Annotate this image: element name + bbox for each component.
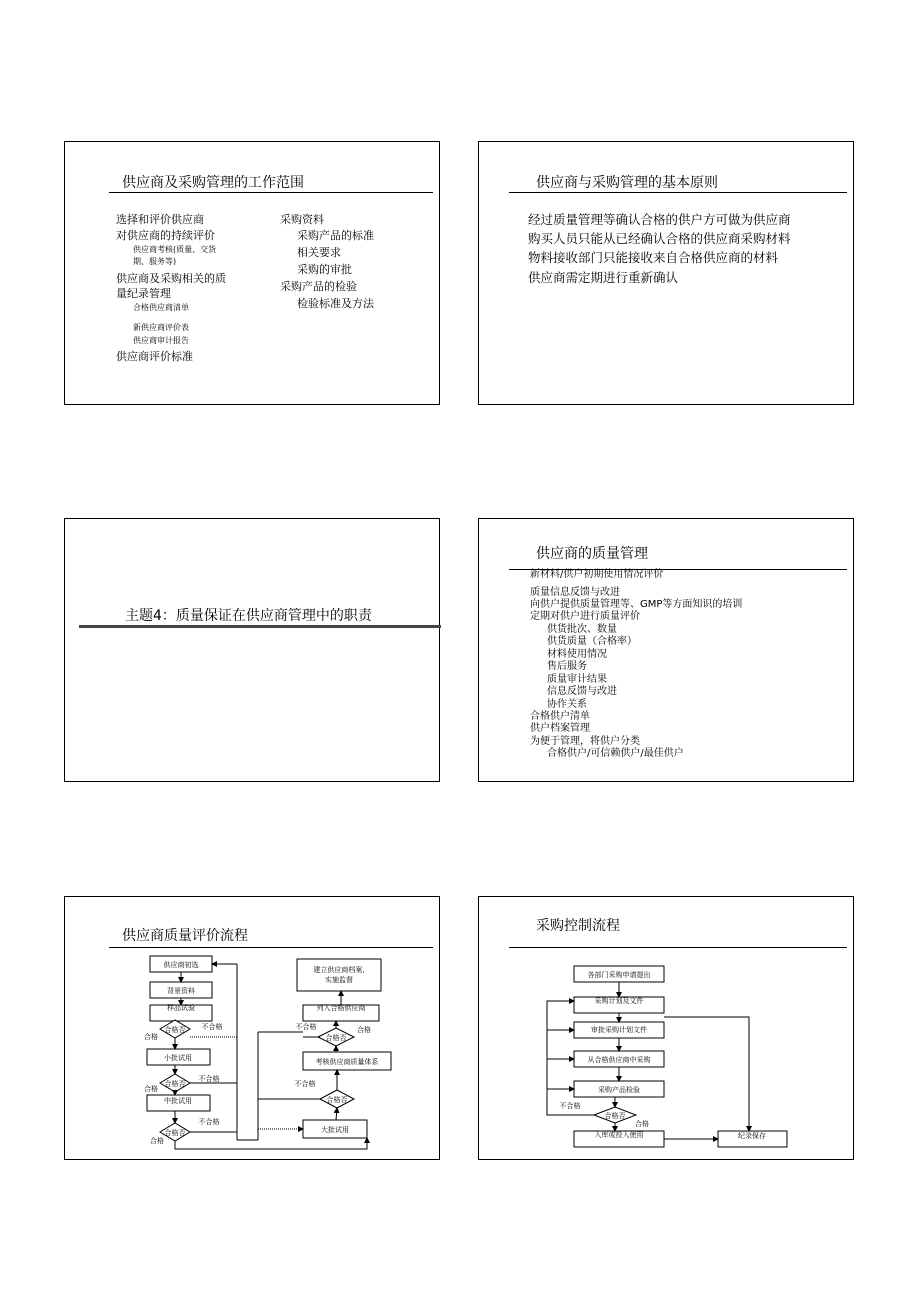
quality-subline: 质量审计结果	[547, 674, 607, 685]
principle-line: 供应商需定期进行重新确认	[528, 270, 679, 285]
label-large-batch: 大批试用	[321, 1126, 349, 1134]
quality-subline: 协作关系	[547, 699, 587, 710]
quality-line: 为便于管理，将供户分类	[530, 736, 640, 747]
scope-item: 供应商评价标准	[116, 350, 193, 363]
label-initial-selection: 供应商初选	[163, 961, 199, 969]
slide-work-scope	[64, 141, 440, 405]
quality-line: 质量信息反馈与改进	[530, 587, 620, 598]
scope-item: 供应商及采购相关的质	[116, 272, 226, 285]
scope-subitem: 供应商审计报告	[133, 336, 189, 345]
label-decision-5: 合格否	[326, 1096, 348, 1104]
label-small-batch: 小批试用	[164, 1054, 192, 1062]
scope-subitem: 供应商考核(质量、交货	[133, 245, 217, 254]
label-medium-batch: 中批试用	[164, 1097, 192, 1105]
box-archive	[297, 959, 381, 991]
label-plan: 采购计划及文件	[594, 997, 644, 1005]
label-pass: 合格	[150, 1137, 164, 1145]
scope-item: 采购资料	[280, 213, 324, 226]
quality-subline: 供货批次、数量	[547, 624, 617, 635]
quality-subline: 供货质量（合格率）	[547, 636, 637, 647]
label-decision-1: 合格否	[164, 1026, 186, 1034]
scope-subitem: 检验标准及方法	[297, 297, 374, 310]
label-inspect: 采购产品检验	[598, 1086, 640, 1094]
purchase-flowchart	[479, 897, 855, 1161]
principle-line: 物料接收部门只能接收来自合格供应商的材料	[528, 250, 779, 265]
label-pass: 合格	[635, 1120, 649, 1128]
scope-item: 对供应商的持续评价	[116, 229, 215, 242]
quality-line: 合格供户清单	[530, 711, 590, 722]
scope-item: 采购产品的检验	[280, 280, 357, 293]
label-fail: 不合格	[294, 1080, 316, 1088]
label-archive-2: 实施监督	[325, 976, 353, 984]
label-decision-4: 合格否	[325, 1034, 347, 1042]
quality-subline: 合格供户/可信赖供户/最佳供户	[547, 748, 684, 759]
slide-title: 供应商及采购管理的工作范围	[122, 175, 304, 191]
scope-subitem: 期、服务等)	[133, 257, 177, 266]
quality-subline: 售后服务	[547, 661, 587, 672]
label-background: 背景资料	[167, 987, 195, 995]
label-decision-2: 合格否	[164, 1080, 186, 1088]
label-store: 入库或投入使用	[594, 1131, 644, 1139]
topic-title: 主题4：质量保证在供应商管理中的职责	[125, 608, 372, 624]
label-fail: 不合格	[295, 1023, 317, 1031]
quality-line: 向供户提供质量管理等、GMP等方面知识的培训	[530, 599, 743, 610]
scope-item: 选择和评价供应商	[116, 213, 204, 226]
quality-line: 新材料/供户初期使用情况评价	[530, 569, 664, 580]
slide-title: 供应商的质量管理	[536, 546, 648, 562]
title-rule	[109, 192, 433, 193]
quality-line: 定期对供户进行质量评价	[530, 611, 640, 622]
label-buy: 从合格供应商中采购	[587, 1056, 651, 1064]
scope-subitem: 新供应商评价表	[133, 323, 189, 332]
quality-subline: 信息反馈与改进	[547, 686, 617, 697]
label-fail: 不合格	[201, 1023, 223, 1031]
slide-title: 供应商质量评价流程	[122, 928, 248, 944]
label-fail: 不合格	[198, 1075, 220, 1083]
label-archive-1: 建立供应商档案,	[313, 966, 365, 974]
scope-subitem: 采购的审批	[297, 263, 352, 276]
label-fail: 不合格	[559, 1102, 581, 1110]
label-decision: 合格否	[604, 1112, 626, 1120]
scope-subitem: 合格供应商清单	[133, 303, 189, 312]
scope-item: 量纪录管理	[116, 287, 171, 300]
label-sample-test: 样品试验	[167, 1004, 195, 1012]
title-rule	[509, 192, 847, 193]
label-pass: 合格	[144, 1033, 158, 1041]
slide-topic-4	[64, 518, 440, 782]
slide-title: 采购控制流程	[536, 918, 620, 934]
evaluation-flowchart	[65, 897, 441, 1161]
label-audit: 考核供应商质量体系	[315, 1058, 379, 1066]
slide-title: 供应商与采购管理的基本原则	[536, 175, 718, 191]
label-record: 纪录保存	[738, 1132, 766, 1140]
principle-line: 购买人员只能从已经确认合格的供应商采购材料	[528, 231, 791, 246]
slide-basic-principles	[478, 141, 854, 405]
scope-subitem: 相关要求	[297, 246, 341, 259]
slide-supplier-quality	[478, 518, 854, 782]
label-qualified-list: 列入合格供应商	[316, 1004, 366, 1012]
slide-purchase-control	[478, 896, 854, 1160]
slide-evaluation-flow	[64, 896, 440, 1160]
label-request: 各部门采购申请提出	[587, 971, 651, 979]
label-decision-3: 合格否	[164, 1129, 186, 1137]
label-pass: 合格	[357, 1026, 371, 1034]
label-pass: 合格	[144, 1085, 158, 1093]
scope-subitem: 采购产品的标准	[297, 229, 374, 242]
quality-subline: 材料使用情况	[547, 649, 607, 660]
title-rule	[79, 625, 441, 628]
quality-line: 供户档案管理	[530, 723, 590, 734]
label-fail: 不合格	[198, 1118, 220, 1126]
principle-line: 经过质量管理等确认合格的供户方可做为供应商	[528, 212, 791, 227]
label-approve: 审批采购计划文件	[591, 1026, 647, 1034]
